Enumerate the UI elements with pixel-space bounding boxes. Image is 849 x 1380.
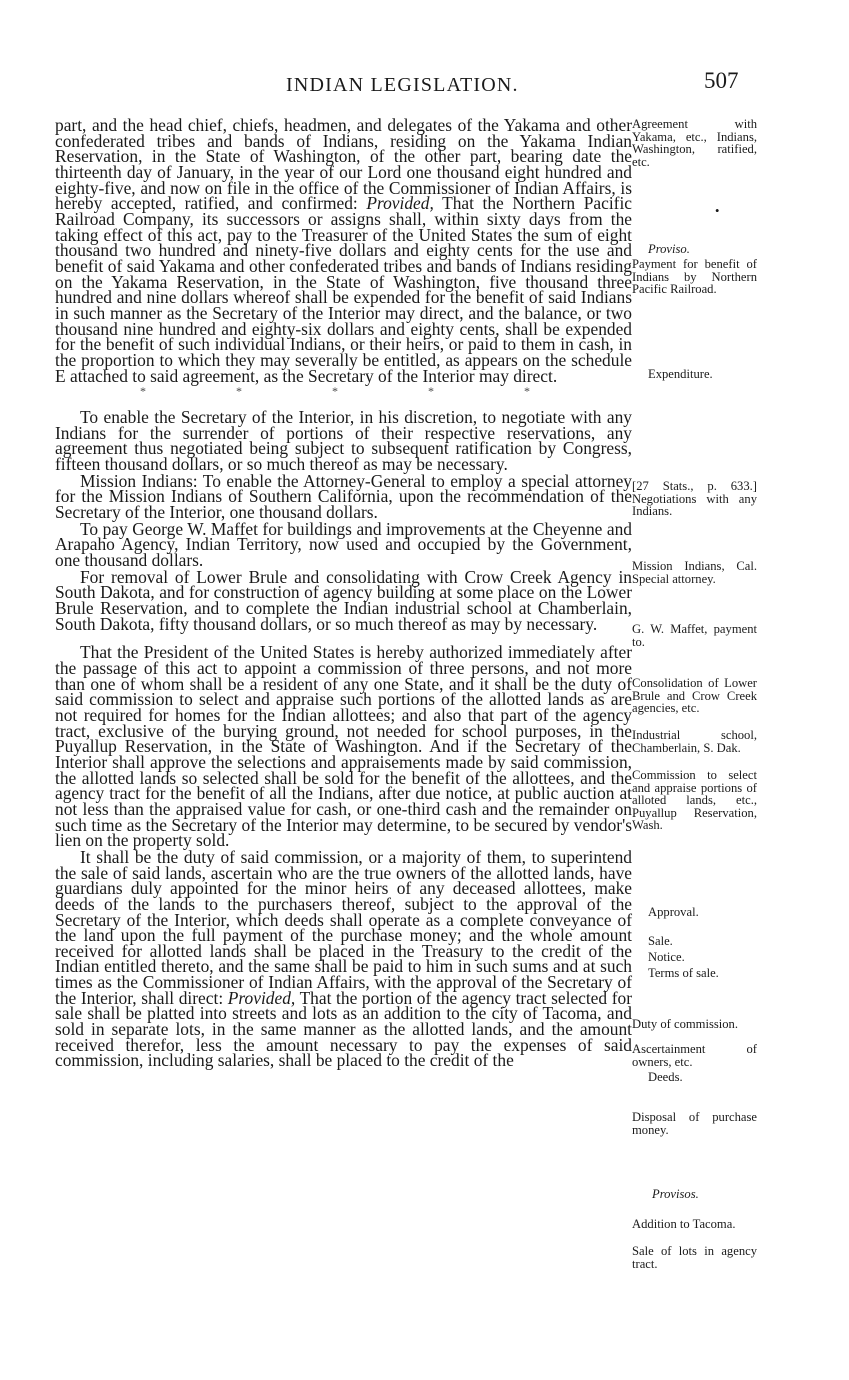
margin-note-payment: Payment for benefit of Indians by Northern Pacific Railroad. (632, 257, 757, 296)
paragraph-maffet: To pay George W. Maffet for buildings and improvements at the Cheyenne and Arapaho Agency, Indian Territory, now used and occupied by the Government, one thousand dollars. (55, 518, 632, 571)
running-head-title: INDIAN LEGISLATION. (286, 74, 519, 96)
margin-note-addition: Addition to Tacoma. (632, 1217, 736, 1231)
paragraph-yakama-agreement: part, and the head chief, chiefs, headmen, and delegates of the Yakama and other confederated tribes and bands of Indians, residing on the Yakama Indian Reservation, in the State of Washington, of the other part, bearing date the thirteenth day of January, in the year of our Lord one thousand eight hundred and eighty-five, and now on file in the office of the Commissioner of Indian Affairs, is hereby accepted, ratified, and confirmed: Provided, That the Northern Pacific Railroad Company, its successors or assigns shall, within sixty days from the taking effect of this act, pay to the Treasurer of the United States the sum of eight thousand two hundred and ninety-five dollars and eighty cents for the use and benefit of said Yakama and other confederated tribes and bands of Indians residing on the Yakama Reservation, in the State of Washington, five thousand three hundred and nine dollars whereof shall be expended for the benefit of said Indians in such manner as the Secretary of the Interior may direct, and the balance, or two thousand nine hundred and eighty-six dollars and eighty cents, shall be expended for the benefit of such individual Indians, or their heirs, or paid to them in cash, in the proportion to which they may severally be entitled, as appears on the schedule E attached to said agreement, as the Secretary of the Interior may direct. (55, 115, 632, 386)
margin-note-deeds: Deeds. (648, 1070, 683, 1084)
margin-note-agreement: Agreement with Yakama, etc., Indians, Washington, ratified, etc. (632, 117, 757, 169)
margin-note-terms: Terms of sale. (648, 966, 719, 980)
margin-note-mission: Mission Indians, Cal. Special attorney. (632, 559, 757, 586)
proviso-word: Provided, (227, 987, 296, 1008)
margin-note-proviso: Proviso. (648, 242, 690, 256)
paragraph-puyallup-commission: That the President of the United States is hereby authorized immediately after the passage of this act to appoint a commission of three persons, and not more than one of whom shall be a resident of any one State, and it shall be the duty of said commission to select and appraise such portions of the allotted lands as are not required for homes for the Indian allottees; and also that part of the agency tract, exclusive of the burying ground, not needed for school purposes, in the Puyallup Reservation, in the State of Washington. And if the Secretary of the Interior shall approve the selections and appraisements made by said commission, the allotted lands so selected shall be sold for the benefit of the allottees, and the agency tract for the benefit of all the Indians, after due notice, at public auction at not less than the appraised value for cash, or one-third cash and the remainder on such time as the Secretary of the Interior may determine, to be secured by vendor's lien on the property sold. (55, 642, 632, 851)
margin-note-disposal: Disposal of purchase money. (632, 1110, 757, 1137)
margin-note-maffet: G. W. Maffet, payment to. (632, 622, 757, 649)
margin-note-stats: [27 Stats., p. 633.] Negotiations with any Indians. (632, 479, 757, 518)
margin-bullet: • (715, 204, 720, 218)
paragraph-negotiations: To enable the Secretary of the Interior, in his discretion, to negotiate with any Indians for the surrender of portions of their respective reservations, any agreement thus negotiated being subject to subsequent ratification by Congress, fifteen thousand dollars, or so much thereof as may be necessary. (55, 407, 632, 475)
margin-note-approval: Approval. (648, 905, 699, 919)
section-break-stars: * * * * * (140, 384, 530, 399)
margin-note-school: Industrial school, Chamberlain, S. Dak. (632, 728, 757, 755)
margin-note-sale: Sale. (648, 934, 673, 948)
margin-note-notice: Notice. (648, 950, 685, 964)
margin-note-provisos: Provisos. (652, 1187, 699, 1201)
margin-note-ascertainment: Ascertainment of owners, etc. (632, 1042, 757, 1069)
margin-note-expenditure: Expenditure. (648, 367, 713, 381)
margin-note-consolidation: Consolidation of Lower Brule and Crow Creek agencies, etc. (632, 676, 757, 715)
paragraph-mission-indians: Mission Indians: To enable the Attorney-General to employ a special attorney for the Mission Indians of Southern California, upon the recommendation of the Secretary of the Interior, one thousand dollars. (55, 470, 632, 523)
paragraph-commission-duty: It shall be the duty of said commission, or a majority of them, to superintend the sale of said lands, ascertain who are the true owners of the allotted lands, have guardians duly appointed for the minor heirs of any deceased allottees, make deeds of the lands to the purchasers thereof, subject to the approval of the Secretary of the Interior, which deeds shall operate as a complete conveyance of the land upon the full payment of the purchase money; and the whole amount received for allotted lands shall be placed in the Treasury to the credit of the Indian entitled thereto, and the same shall be paid to him in such sums and at such times as the Commissioner of Indian Affairs, with the approval of the Secretary of the Interior, shall direct: Provided, That the portion of the agency tract selected for sale shall be platted into streets and lots as an addition to the city of Tacoma, and sold in separate lots, in the same manner as the allotted lands, and the amount received therefor, less the amount necessary to pay the expenses of said commission, including salaries, shall be placed to the credit of the (55, 846, 632, 1071)
margin-note-lots: Sale of lots in agency tract. (632, 1244, 757, 1271)
margin-note-duty: Duty of commission. (632, 1017, 738, 1031)
proviso-word: Provided, (366, 193, 434, 214)
main-text-column (55, 115, 632, 1071)
page-number: 507 (704, 68, 739, 93)
margin-note-commission: Commission to select and appraise portions of alloted lands, etc., Puyallup Reservation, Wash. (632, 768, 757, 832)
paragraph-lower-brule: For removal of Lower Brule and consolidating with Crow Creek Agency in South Dakota, and for construction of agency building at some place on the Lower Brule Reservation, and to complete the Indian industrial school at Chamberlain, South Dakota, fifty thousand dollars, or so much thereof as may by necessary. (55, 566, 632, 634)
